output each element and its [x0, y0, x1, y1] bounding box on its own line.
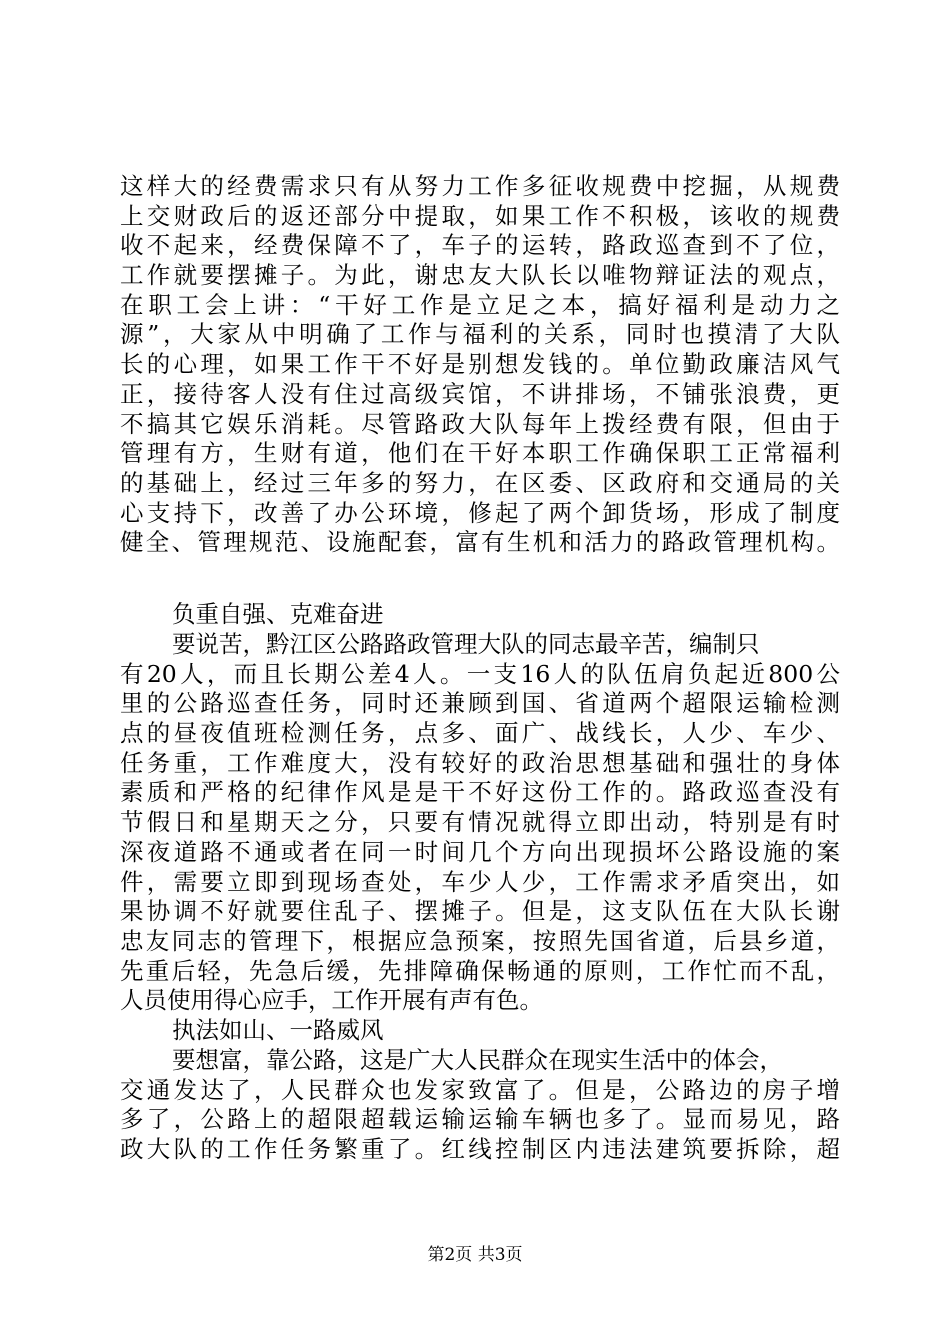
text-line: 管理有方，生财有道，他们在干好本职工作确保职工正常福利 — [120, 439, 840, 468]
text-line: 不搞其它娱乐消耗。尽管路政大队每年上拨经费有限，但由于 — [120, 409, 840, 438]
text-line: 任务重，工作难度大，没有较好的政治思想基础和强壮的身体 — [120, 748, 840, 777]
text-line: 上交财政后的返还部分中提取，如果工作不积极，该收的规费 — [120, 201, 840, 230]
text-line: 要说苦，黔江区公路路政管理大队的同志最辛苦，编制只 — [172, 630, 760, 658]
paragraph-2 — [120, 630, 840, 1016]
section-heading: 负重自强、克难奋进 — [172, 600, 384, 628]
text-line: 健全、管理规范、设施配套，富有生机和活力的路政管理机构。 — [120, 528, 840, 557]
text-line: 工作就要摆摊子。为此，谢忠友大队长以唯物辩证法的观点， — [120, 261, 840, 290]
text-line: 要想富，靠公路，这是广大人民群众在现实生活中的体会， — [172, 1046, 783, 1074]
paragraph-3 — [120, 1046, 840, 1165]
text-line: 点的昼夜值班检测任务，点多、面广、战线长，人少、车少、 — [120, 719, 840, 748]
text-line: 有20人，而且长期公差4人。一支16人的队伍肩负起近800公 — [120, 659, 840, 688]
text-line: 的基础上，经过三年多的努力，在区委、区政府和交通局的关 — [120, 468, 840, 497]
section-heading-1-block — [120, 600, 840, 630]
text-line: 人员使用得心应手，工作开展有声有色。 — [120, 986, 543, 1015]
section-heading-2-block — [120, 1016, 840, 1046]
text-line: 长的心理，如果工作干不好是别想发钱的。单位勤政廉洁风气 — [120, 350, 840, 379]
text-line: 里的公路巡查任务，同时还兼顾到国、省道两个超限运输检测 — [120, 689, 840, 718]
text-line: 果协调不好就要住乱子、摆摊子。但是，这支队伍在大队长谢 — [120, 897, 840, 926]
text-line: 正，接待客人没有住过高级宾馆，不讲排场，不铺张浪费，更 — [120, 379, 840, 408]
text-line: 件，需要立即到现场查处，车少人少，工作需求矛盾突出，如 — [120, 867, 840, 896]
text-line: 在职工会上讲：“干好工作是立足之本，搞好福利是动力之 — [120, 290, 840, 319]
text-line: 收不起来，经费保障不了，车子的运转，路政巡查到不了位， — [120, 231, 840, 260]
section-heading: 执法如山、一路威风 — [172, 1016, 384, 1044]
text-line: 深夜道路不通或者在同一时间几个方向出现损坏公路设施的案 — [120, 837, 840, 866]
page-number-footer: 第2页 共3页 — [427, 1245, 523, 1265]
text-line: 先重后轻，先急后缓，先排障确保畅通的原则，工作忙而不乱， — [120, 956, 840, 985]
text-line: 忠友同志的管理下，根据应急预案，按照先国省道，后县乡道， — [120, 926, 840, 955]
text-line: 政大队的工作任务繁重了。红线控制区内违法建筑要拆除，超 — [120, 1135, 840, 1164]
text-line: 源”，大家从中明确了工作与福利的关系，同时也摸清了大队 — [120, 320, 840, 349]
text-line: 心支持下，改善了办公环境，修起了两个卸货场，形成了制度 — [120, 498, 840, 527]
text-line: 素质和严格的纪律作风是是干不好这份工作的。路政巡查没有 — [120, 778, 840, 807]
paragraph-1 — [120, 172, 840, 558]
text-line: 这样大的经费需求只有从努力工作多征收规费中挖掘，从规费 — [120, 172, 840, 200]
text-line: 多了，公路上的超限超载运输运输车辆也多了。显而易见，路 — [120, 1105, 840, 1134]
text-line: 交通发达了，人民群众也发家致富了。但是，公路边的房子增 — [120, 1075, 840, 1104]
text-line: 节假日和星期天之分，只要有情况就得立即出动，特别是有时 — [120, 808, 840, 837]
